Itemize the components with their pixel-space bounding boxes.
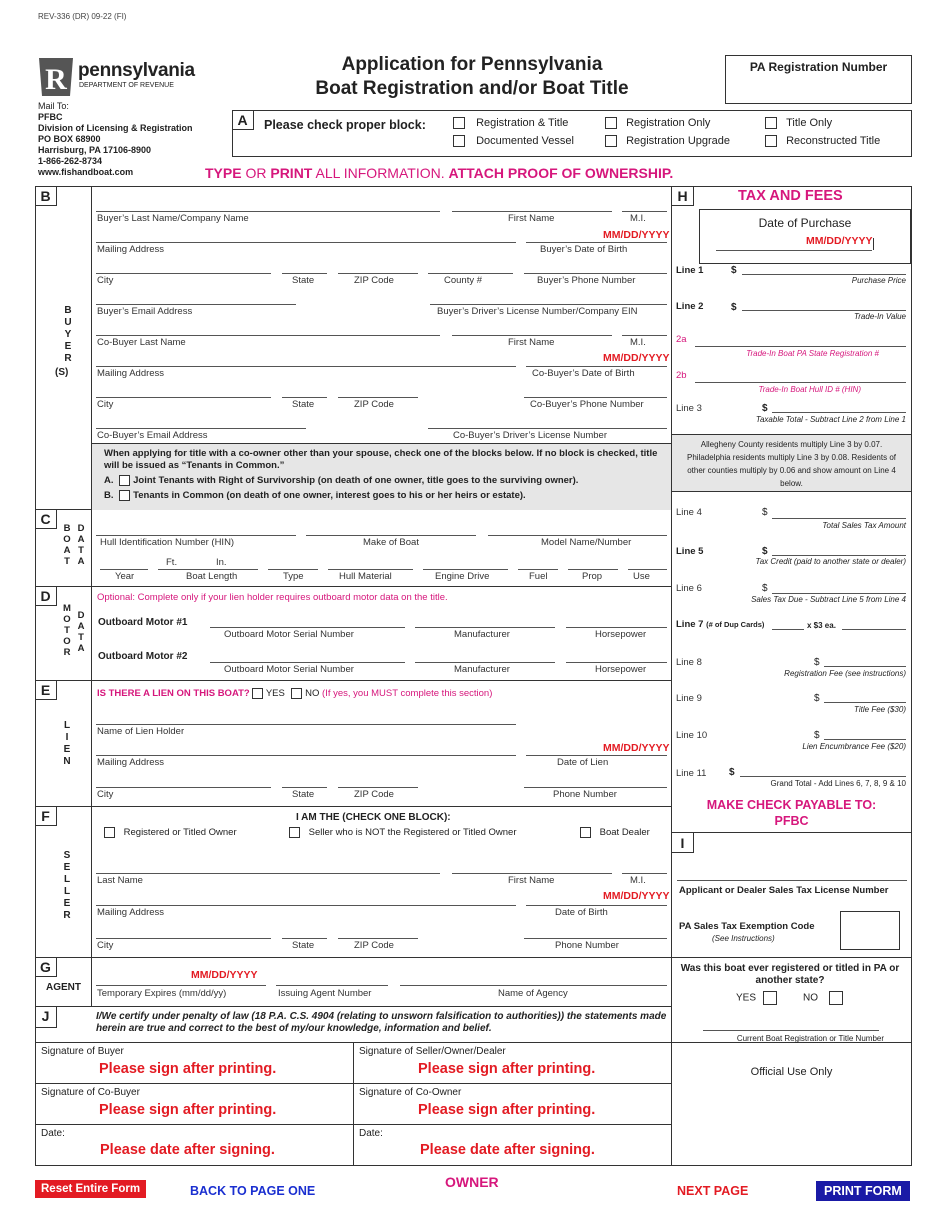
tax-due-label: Sales Tax Due - Subtract Line 5 from Line 4	[751, 595, 906, 604]
date-buyer-label: Date:	[41, 1128, 65, 1139]
buyer-mi-input[interactable]	[622, 195, 667, 211]
lien-zip-label: ZIP Code	[354, 789, 394, 800]
seller-zip-label: ZIP Code	[354, 940, 394, 951]
sig-buyer-field[interactable]: Please sign after printing.	[99, 1061, 277, 1077]
payable-label: MAKE CHECK PAYABLE TO:	[706, 798, 877, 812]
motor1-hp-label: Horsepower	[595, 629, 647, 640]
date-of-purchase-box[interactable]	[699, 209, 911, 264]
cobuyer-last-name-label: Co-Buyer Last Name	[97, 337, 186, 348]
instruction-banner: TYPE OR PRINT ALL INFORMATION. ATTACH PROOF OF OWNERSHIP.	[205, 165, 674, 181]
length-label: Boat Length	[186, 571, 238, 582]
ft-label: Ft.	[166, 557, 178, 568]
option-title-only[interactable]: Title Only	[765, 117, 832, 129]
cobuyer-phone-label: Co-Buyer’s Phone Number	[530, 399, 644, 410]
back-to-page-one-button[interactable]: BACK TO PAGE ONE	[190, 1184, 316, 1198]
trade-in-label: Trade-In Value	[853, 312, 906, 321]
lien-city-label: City	[97, 789, 114, 800]
buyer-dob-placeholder: MM/DD/YYYY	[603, 229, 670, 241]
checkbox[interactable]	[605, 135, 617, 147]
section-a-letter: A	[232, 110, 254, 130]
checkbox[interactable]	[104, 827, 115, 838]
sig-buyer-label: Signature of Buyer	[41, 1046, 124, 1057]
seller-phone-label: Phone Number	[555, 940, 619, 951]
buyer-state-label: State	[292, 275, 315, 286]
hull-label: Hull Material	[339, 571, 392, 582]
checkbox[interactable]	[453, 135, 465, 147]
motor1-serial-label: Outboard Motor Serial Number	[224, 629, 354, 640]
ever-reg-no[interactable]: NO	[803, 991, 843, 1005]
lien-date-placeholder: MM/DD/YYYY	[603, 742, 670, 754]
svg-text:R: R	[45, 63, 67, 96]
seller-city-label: City	[97, 940, 114, 951]
buyer-email-label: Buyer’s Email Address	[97, 306, 193, 317]
agency-name-label: Name of Agency	[498, 988, 568, 999]
option-registration-only[interactable]: Registration Only	[605, 117, 710, 129]
pa-keystone-logo	[37, 56, 75, 98]
seller-dob-label: Date of Birth	[555, 907, 608, 918]
temp-expires-label: Temporary Expires (mm/dd/yy)	[97, 988, 227, 999]
page-title	[262, 53, 682, 101]
type-label: Type	[283, 571, 304, 582]
line7-label: Line 7 (# of Dup Cards)	[676, 619, 765, 630]
motor1-manufacturer-label: Manufacturer	[454, 629, 510, 640]
reset-form-button[interactable]: Reset Entire Form	[35, 1180, 146, 1198]
line3-label: Line 3	[676, 403, 702, 414]
use-label: Use	[633, 571, 650, 582]
buyer-first-name-input[interactable]	[452, 195, 612, 211]
line1-dollar: $	[731, 265, 737, 276]
motor-data-vertical-label: D A T A	[77, 610, 85, 654]
seller-first-label: First Name	[508, 875, 555, 886]
keystone-icon	[37, 56, 75, 98]
cobuyer-zip-label: ZIP Code	[354, 399, 394, 410]
ever-registered-question: Was this boat ever registered or titled in PA or another state?	[680, 963, 900, 986]
motor2-manufacturer-label: Manufacturer	[454, 664, 510, 675]
line10-dollar: $	[814, 730, 820, 741]
title-line2: Boat Registration and/or Boat Title	[315, 78, 629, 99]
lien-fee-label: Lien Encumbrance Fee ($20)	[802, 742, 906, 751]
motor2-serial-label: Outboard Motor Serial Number	[224, 664, 354, 675]
line9-label: Line 9	[676, 693, 702, 704]
motor2-label: Outboard Motor #2	[98, 651, 188, 662]
prop-label: Prop	[582, 571, 603, 582]
cobuyer-city-label: City	[97, 399, 114, 410]
boat-vertical-label: B O A T	[63, 523, 71, 567]
issuing-agent-label: Issuing Agent Number	[278, 988, 372, 999]
reg-fee-label: Registration Fee (see instructions)	[784, 669, 906, 678]
mail-to-division: Division of Licensing & Registration	[38, 123, 193, 133]
buyer-zip-label: ZIP Code	[354, 275, 394, 286]
section-i-letter: I	[672, 833, 694, 853]
data-vertical-label: D A T A	[77, 523, 85, 567]
buyer-county-label: County #	[444, 275, 483, 286]
tax-license-label: Applicant or Dealer Sales Tax License Number	[679, 885, 889, 896]
title-fee-label: Title Fee ($30)	[854, 705, 906, 714]
hin-label: Hull Identification Number (HIN)	[100, 537, 235, 548]
cobuyer-mailing-label: Mailing Address	[97, 368, 165, 379]
checkbox[interactable]	[605, 117, 617, 129]
lien-date-label: Date of Lien	[557, 757, 609, 768]
checkbox[interactable]	[453, 117, 465, 129]
checkbox[interactable]	[765, 135, 777, 147]
certification-text: I/We certify under penalty of law (18 P.A. C.S. 4904 (relating to unsworn falsification to authorities)) the statements made herein are true and correct to the best of my/our knowledge, information and belief.	[96, 1011, 667, 1034]
mail-to-city: Harrisburg, PA 17106-8900	[38, 145, 152, 155]
option-registration-upgrade[interactable]: Registration Upgrade	[605, 135, 730, 147]
buyer-vertical-s: (S)	[55, 367, 69, 378]
section-e-letter: E	[35, 680, 57, 700]
county-rate-note: Allegheny County residents multiply Line 3 by 0.07. Philadelphia residents multiply Line 3 by 0.08. Residents of other counties multiply by 0.06 and show amount on Line 4 below.	[672, 434, 911, 492]
line4-dollar: $	[762, 507, 768, 518]
sig-coowner-label: Signature of Co-Owner	[359, 1087, 462, 1098]
seller-mailing-label: Mailing Address	[97, 907, 165, 918]
tax-fees-title: TAX AND FEES	[738, 188, 843, 204]
motor2-hp-label: Horsepower	[595, 664, 647, 675]
model-label: Model Name/Number	[541, 537, 632, 548]
seller-last-label: Last Name	[97, 875, 143, 886]
buyer-last-name-label: Buyer’s Last Name/Company Name	[97, 213, 249, 224]
tax-credit-label: Tax Credit (paid to another state or dealer)	[755, 557, 906, 566]
line2-label: Line 2	[676, 301, 704, 312]
date-purchase-label: Date of Purchase	[758, 216, 852, 230]
mail-to-agency: PFBC	[38, 112, 63, 122]
option-documented-vessel[interactable]: Documented Vessel	[453, 135, 574, 147]
see-instructions-label: (See Instructions)	[712, 934, 775, 943]
checkbox[interactable]	[829, 991, 843, 1005]
checkbox[interactable]	[119, 475, 130, 486]
line5-dollar: $	[762, 546, 768, 557]
lien-no-checkbox[interactable]	[291, 688, 302, 699]
exemption-code-input[interactable]	[840, 911, 900, 950]
cobuyer-first-name-label: First Name	[508, 337, 555, 348]
exemption-code-label: PA Sales Tax Exemption Code	[679, 921, 815, 932]
lien-state-label: State	[292, 789, 315, 800]
in-label: In.	[216, 557, 227, 568]
lien-vertical-label: L I E N	[63, 720, 71, 767]
form-code: REV-336 (DR) 09-22 (FI)	[38, 12, 127, 21]
sig-seller-field[interactable]: Please sign after printing.	[418, 1061, 596, 1077]
sig-coowner-field[interactable]: Please sign after printing.	[418, 1102, 596, 1118]
option-registration-title[interactable]: Registration & Title	[453, 117, 568, 129]
make-label: Make of Boat	[363, 537, 419, 548]
pa-reg-label: PA Registration Number	[749, 60, 888, 74]
agent-label: AGENT	[46, 982, 81, 993]
line11-dollar: $	[729, 767, 735, 778]
mail-to-block	[38, 101, 193, 178]
ever-reg-yes[interactable]: YES	[736, 991, 777, 1005]
line8-dollar: $	[814, 657, 820, 668]
section-d-letter: D	[35, 586, 57, 606]
buyer-dob-input[interactable]	[526, 226, 667, 242]
taxable-total-label: Taxable Total - Subtract Line 2 from Line 1	[755, 415, 906, 424]
grand-total-label: Grand Total - Add Lines 6, 7, 8, 9 & 10	[770, 779, 906, 788]
cobuyer-dob-placeholder: MM/DD/YYYY	[603, 352, 670, 364]
joint-tenants-option[interactable]: A. Joint Tenants with Right of Survivorship (on death of one owner, title goes to the surviving owner).	[104, 475, 579, 487]
section-g-letter: G	[35, 957, 57, 977]
section-f-letter: F	[35, 806, 57, 826]
seller-heading: I AM THE (CHECK ONE BLOCK):	[296, 812, 451, 823]
line10-label: Line 10	[676, 730, 708, 741]
seller-dob-placeholder: MM/DD/YYYY	[603, 890, 670, 902]
checkbox[interactable]	[765, 117, 777, 129]
buyer-vertical-label: B U Y E R	[64, 305, 72, 364]
date-buyer-field[interactable]: Please date after signing.	[100, 1142, 275, 1158]
line4-label: Line 4	[676, 507, 702, 518]
tradein-reg-label: Trade-In Boat PA State Registration #	[746, 349, 879, 358]
logo-name: pennsylvania	[78, 60, 195, 81]
next-page-button[interactable]: NEXT PAGE	[677, 1184, 749, 1198]
check-payable	[672, 797, 911, 829]
buyer-first-name-label: First Name	[508, 213, 555, 224]
x3-label: x $3 ea.	[807, 621, 836, 630]
checkbox[interactable]	[119, 490, 130, 501]
tradein-hin-label: Trade-In Boat Hull ID # (HIN)	[758, 385, 861, 394]
section-c-letter: C	[35, 509, 57, 529]
checkbox[interactable]	[763, 991, 777, 1005]
line1-label: Line 1	[676, 265, 704, 276]
motor1-label: Outboard Motor #1	[98, 617, 188, 628]
buyer-city-label: City	[97, 275, 114, 286]
engine-label: Engine Drive	[435, 571, 490, 582]
coowner-notice	[92, 443, 671, 510]
coowner-note-text: When applying for title with a co-owner other than your spouse, check one of the blocks below. If no block is checked, title will be issued as “Tenants in Common.”	[104, 448, 658, 471]
checkbox[interactable]	[580, 827, 591, 838]
cobuyer-dob-label: Co-Buyer’s Date of Birth	[532, 368, 635, 379]
pa-registration-number-field[interactable]	[725, 55, 912, 104]
seller-opt-dealer[interactable]: Boat Dealer	[580, 827, 650, 838]
seller-vertical-label: S E L L E R	[63, 850, 71, 921]
mail-to-phone: 1-866-262-8734	[38, 156, 103, 166]
buyer-mailing-input[interactable]	[96, 226, 516, 242]
year-label: Year	[115, 571, 135, 582]
sig-seller-label: Signature of Seller/Owner/Dealer	[359, 1046, 506, 1057]
section-b-letter: B	[35, 186, 57, 206]
line8-label: Line 8	[676, 657, 702, 668]
print-form-button[interactable]: PRINT FORM	[816, 1181, 910, 1201]
line11-label: Line 11	[676, 768, 707, 779]
line2-dollar: $	[731, 302, 737, 313]
cobuyer-state-label: State	[292, 399, 315, 410]
checkbox[interactable]	[289, 827, 300, 838]
section-j-letter: J	[35, 1006, 57, 1028]
buyer-mailing-label: Mailing Address	[97, 244, 165, 255]
mail-to-pobox: PO BOX 68900	[38, 134, 101, 144]
sig-cobuyer-label: Signature of Co-Buyer	[41, 1087, 140, 1098]
total-sales-tax-label: Total Sales Tax Amount	[822, 521, 906, 530]
buyer-last-name-input[interactable]	[96, 195, 440, 211]
logo-dept: DEPARTMENT OF REVENUE	[79, 82, 174, 89]
buyer-phone-label: Buyer’s Phone Number	[537, 275, 636, 286]
line2b-label: 2b	[676, 370, 687, 381]
seller-opt-not-owner[interactable]: Seller who is NOT the Registered or Titled Owner	[289, 827, 517, 838]
current-reg-label: Current Boat Registration or Title Number	[736, 1034, 884, 1043]
purchase-price-label: Purchase Price	[851, 276, 906, 285]
payable-pfbc: PFBC	[774, 814, 809, 828]
lien-holder-label: Name of Lien Holder	[97, 726, 185, 737]
title-line1: Application for Pennsylvania	[341, 54, 603, 75]
option-reconstructed-title[interactable]: Reconstructed Title	[765, 135, 880, 147]
lien-phone-label: Phone Number	[553, 789, 617, 800]
seller-opt-registered-owner[interactable]: Registered or Titled Owner	[104, 827, 237, 838]
line6-dollar: $	[762, 583, 768, 594]
seller-state-label: State	[292, 940, 315, 951]
cobuyer-mi-label: M.I.	[630, 337, 646, 348]
sig-cobuyer-field[interactable]: Please sign after printing.	[99, 1102, 277, 1118]
buyer-dl-label: Buyer’s Driver’s License Number/Company EIN	[437, 306, 638, 317]
lien-mailing-label: Mailing Address	[97, 757, 165, 768]
motor-vertical-label: M O T O R	[63, 603, 71, 658]
section-a-prompt: Please check proper block:	[264, 118, 426, 132]
seller-mi-label: M.I.	[630, 875, 646, 886]
date-seller-field[interactable]: Please date after signing.	[420, 1142, 595, 1158]
temp-expires-placeholder: MM/DD/YYYY	[191, 969, 258, 981]
line5-label: Line 5	[676, 546, 704, 557]
line9-dollar: $	[814, 693, 820, 704]
official-use-label: Official Use Only	[750, 1066, 833, 1078]
copy-owner-label: OWNER	[445, 1174, 499, 1190]
line2a-label: 2a	[676, 334, 687, 345]
cobuyer-email-label: Co-Buyer’s Email Address	[97, 430, 208, 441]
purchase-date-placeholder: MM/DD/YYYY	[806, 235, 873, 247]
lien-yes-checkbox[interactable]	[252, 688, 263, 699]
mail-to-website: www.fishandboat.com	[38, 167, 134, 177]
line3-dollar: $	[762, 403, 768, 414]
buyer-mi-label: M.I.	[630, 213, 646, 224]
buyer-dob-label: Buyer’s Date of Birth	[540, 244, 628, 255]
fuel-label: Fuel	[529, 571, 548, 582]
date-seller-label: Date:	[359, 1128, 383, 1139]
mail-to-label: Mail To:	[38, 101, 69, 111]
tenants-common-option[interactable]: B. Tenants in Common (on death of one owner, interest goes to his or her heirs or estate).	[104, 490, 526, 502]
line6-label: Line 6	[676, 583, 702, 594]
section-h-letter: H	[672, 186, 694, 206]
cobuyer-dl-label: Co-Buyer’s Driver’s License Number	[453, 430, 607, 441]
lien-question-row: IS THERE A LIEN ON THIS BOAT? YES NO (If yes, you MUST complete this section)	[97, 688, 493, 700]
motor-optional-note: Optional: Complete only if your lien holder requires outboard motor data on the title.	[97, 592, 448, 603]
